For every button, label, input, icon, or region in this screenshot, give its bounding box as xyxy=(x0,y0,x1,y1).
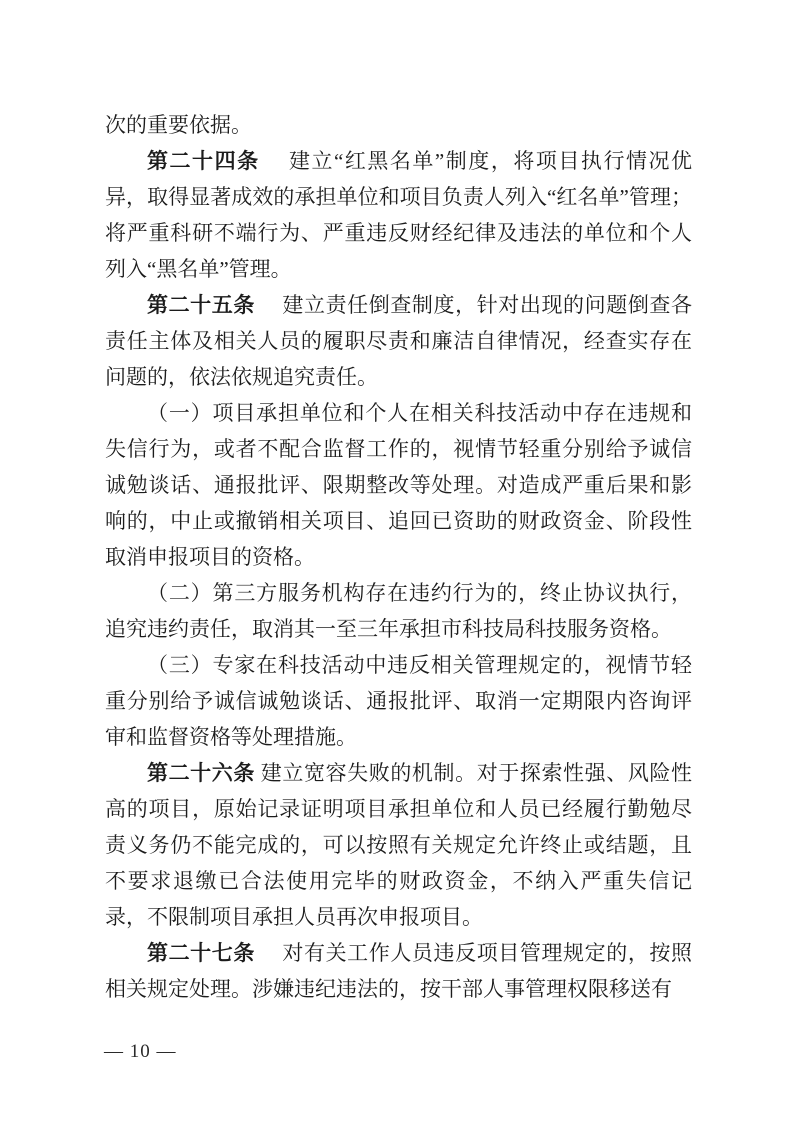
paragraph-text: （一）项目承担单位和个人在相关科技活动中存在违规和失信行为，或者不配合监督工作的，视情节轻重分别给予诚信诚勉谈话、通报批评、限期整改等处理。对造成严重后果和影响的，中止或撤销相关项目、追回已资助的财政资金、阶段性取消申报项目的资格。 xyxy=(105,401,692,569)
page-number: — 10 — xyxy=(104,1041,177,1062)
article-gap xyxy=(255,941,282,965)
paragraph-text: 对有关工作人员违反项目管理规定的，按照相关规定处理。涉嫌违纪违法的，按干部人事管理权限移送有 xyxy=(105,941,693,1001)
body-paragraph-article-26 xyxy=(105,755,692,935)
body-paragraph-item-1 xyxy=(105,395,692,575)
article-number: 第二十七条 xyxy=(147,941,255,965)
paragraph-text: （二）第三方服务机构存在违约行为的，终止协议执行，追究违约责任，取消其一至三年承担市科技局科技服务资格。 xyxy=(105,581,692,641)
body-paragraph-article-25 xyxy=(105,287,692,395)
paragraph-text: 建立责任倒查制度，针对出现的问题倒查各责任主体及相关人员的履职尽责和廉洁自律情况，经查实存在问题的，依法依规追究责任。 xyxy=(105,293,693,389)
paragraph-text: （三）专家在科技活动中违反相关管理规定的，视情节轻重分别给予诚信诚勉谈话、通报批评、取消一定期限内咨询评审和监督资格等处理措施。 xyxy=(105,653,692,749)
article-gap xyxy=(260,149,289,173)
article-number: 第二十四条 xyxy=(147,149,260,173)
document-body xyxy=(105,107,692,1007)
body-paragraph-article-27 xyxy=(105,935,692,1007)
paragraph-text: 次的重要依据。 xyxy=(105,113,252,137)
article-number: 第二十六条 xyxy=(147,761,255,785)
paragraph-text: 建立“红黑名单”制度，将项目执行情况优异，取得显著成效的承担单位和项目负责人列入“红名单”管理；将严重科研不端行为、严重违反财经纪律及违法的单位和个人列入“黑名单”管理。 xyxy=(105,149,693,281)
body-paragraph-article-24 xyxy=(105,143,692,287)
body-paragraph-item-3 xyxy=(105,647,692,755)
article-number: 第二十五条 xyxy=(147,293,255,317)
body-paragraph-item-2 xyxy=(105,575,692,647)
paragraph-text: 建立宽容失败的机制。对于探索性强、风险性高的项目，原始记录证明项目承担单位和人员已经履行勤勉尽责义务仍不能完成的，可以按照有关规定允许终止或结题，且不要求退缴已合法使用完毕的财政资金，不纳入严重失信记录，不限制项目承担人员再次申报项目。 xyxy=(105,761,693,929)
body-paragraph-continuation xyxy=(105,107,692,143)
article-gap xyxy=(255,293,282,317)
